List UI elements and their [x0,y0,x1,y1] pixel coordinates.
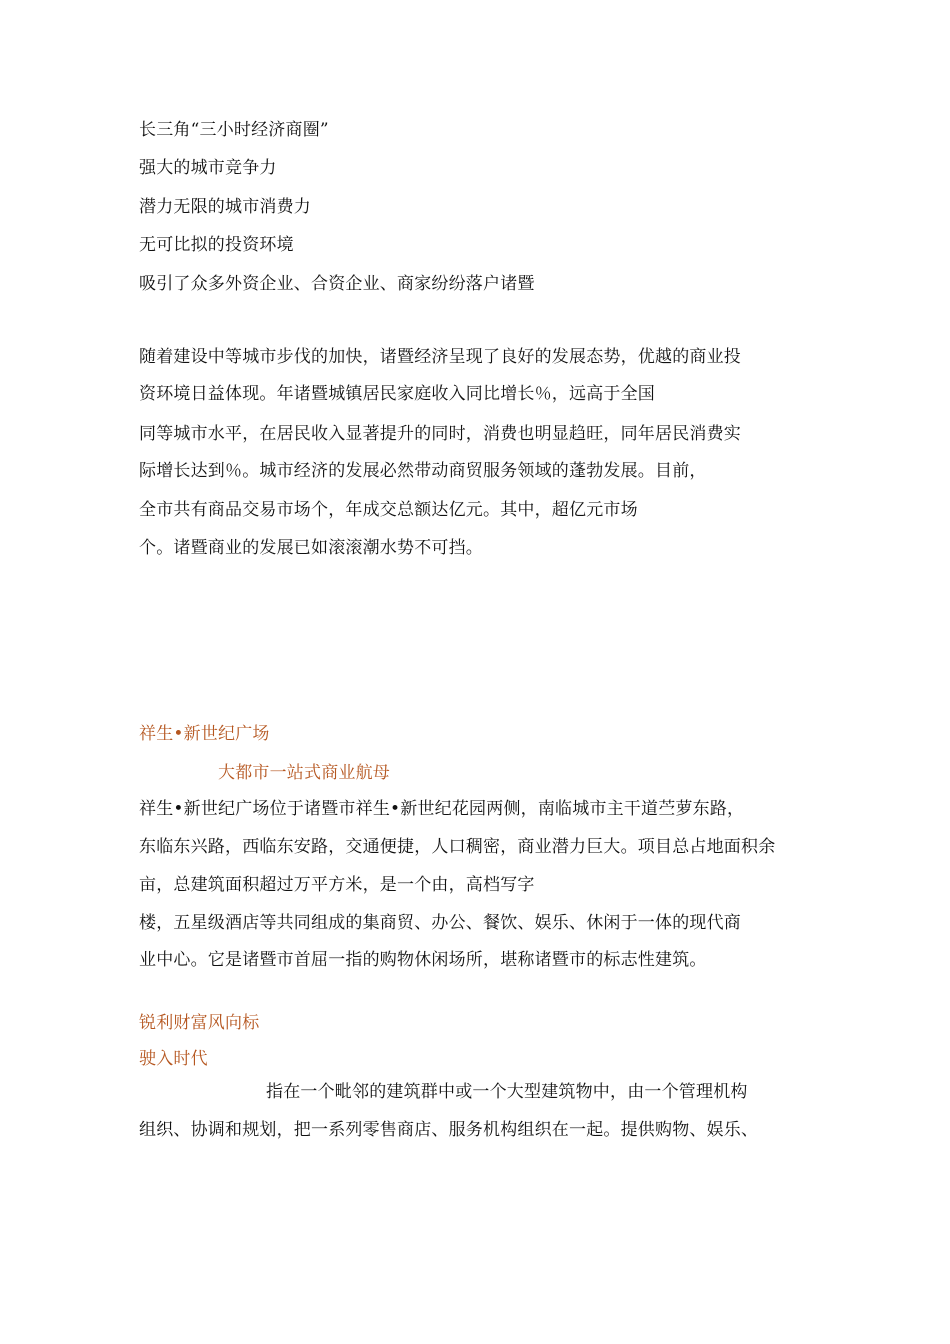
intro-line-3: 潜力无限的城市消费力 [139,197,311,217]
project-subtitle: 大都市一站式商业航母 [218,763,390,783]
project-line-2: 东临东兴路，西临东安路，交通便捷，人口稠密，商业潜力巨大。项目总占地面积余 [139,837,776,857]
project-title: 祥生•新世纪广场 [139,724,270,744]
project-line-1: 祥生•新世纪广场位于诸暨市祥生•新世纪花园两侧，南临城市主干道苎萝东路， [139,799,745,819]
economy-line-3: 同等城市水平，在居民收入显著提升的同时，消费也明显趋旺，同年居民消费实 [139,424,741,444]
project-line-5: 业中心。它是诸暨市首屈一指的购物休闲场所，堪称诸暨市的标志性建筑。 [139,950,707,970]
economy-line-6: 个。诸暨商业的发展已如滚滚潮水势不可挡。 [139,538,483,558]
intro-line-1: 长三角“三小时经济商圈” [139,120,329,140]
era-heading-1: 锐利财富风向标 [139,1013,260,1033]
intro-line-5: 吸引了众多外资企业、合资企业、商家纷纷落户诸暨 [139,274,535,294]
era-line-1: 指在一个毗邻的建筑群中或一个大型建筑物中，由一个管理机构 [266,1082,748,1102]
era-heading-2: 驶入时代 [139,1049,208,1069]
economy-line-2: 资环境日益体现。年诸暨城镇居民家庭收入同比增长％，远高于全国 [139,384,655,404]
economy-line-1: 随着建设中等城市步伐的加快，诸暨经济呈现了良好的发展态势，优越的商业投 [139,347,741,367]
intro-line-4: 无可比拟的投资环境 [139,235,294,255]
economy-line-4: 际增长达到％。城市经济的发展必然带动商贸服务领域的蓬勃发展。目前， [139,461,707,481]
economy-line-5: 全市共有商品交易市场个，年成交总额达亿元。其中，超亿元市场 [139,500,638,520]
project-line-4: 楼，五星级酒店等共同组成的集商贸、办公、餐饮、娱乐、休闲于一体的现代商 [139,913,741,933]
era-line-2: 组织、协调和规划，把一系列零售商店、服务机构组织在一起。提供购物、娱乐、 [139,1120,759,1140]
intro-line-2: 强大的城市竞争力 [139,158,277,178]
project-line-3: 亩，总建筑面积超过万平方米，是一个由，高档写字 [139,875,535,895]
